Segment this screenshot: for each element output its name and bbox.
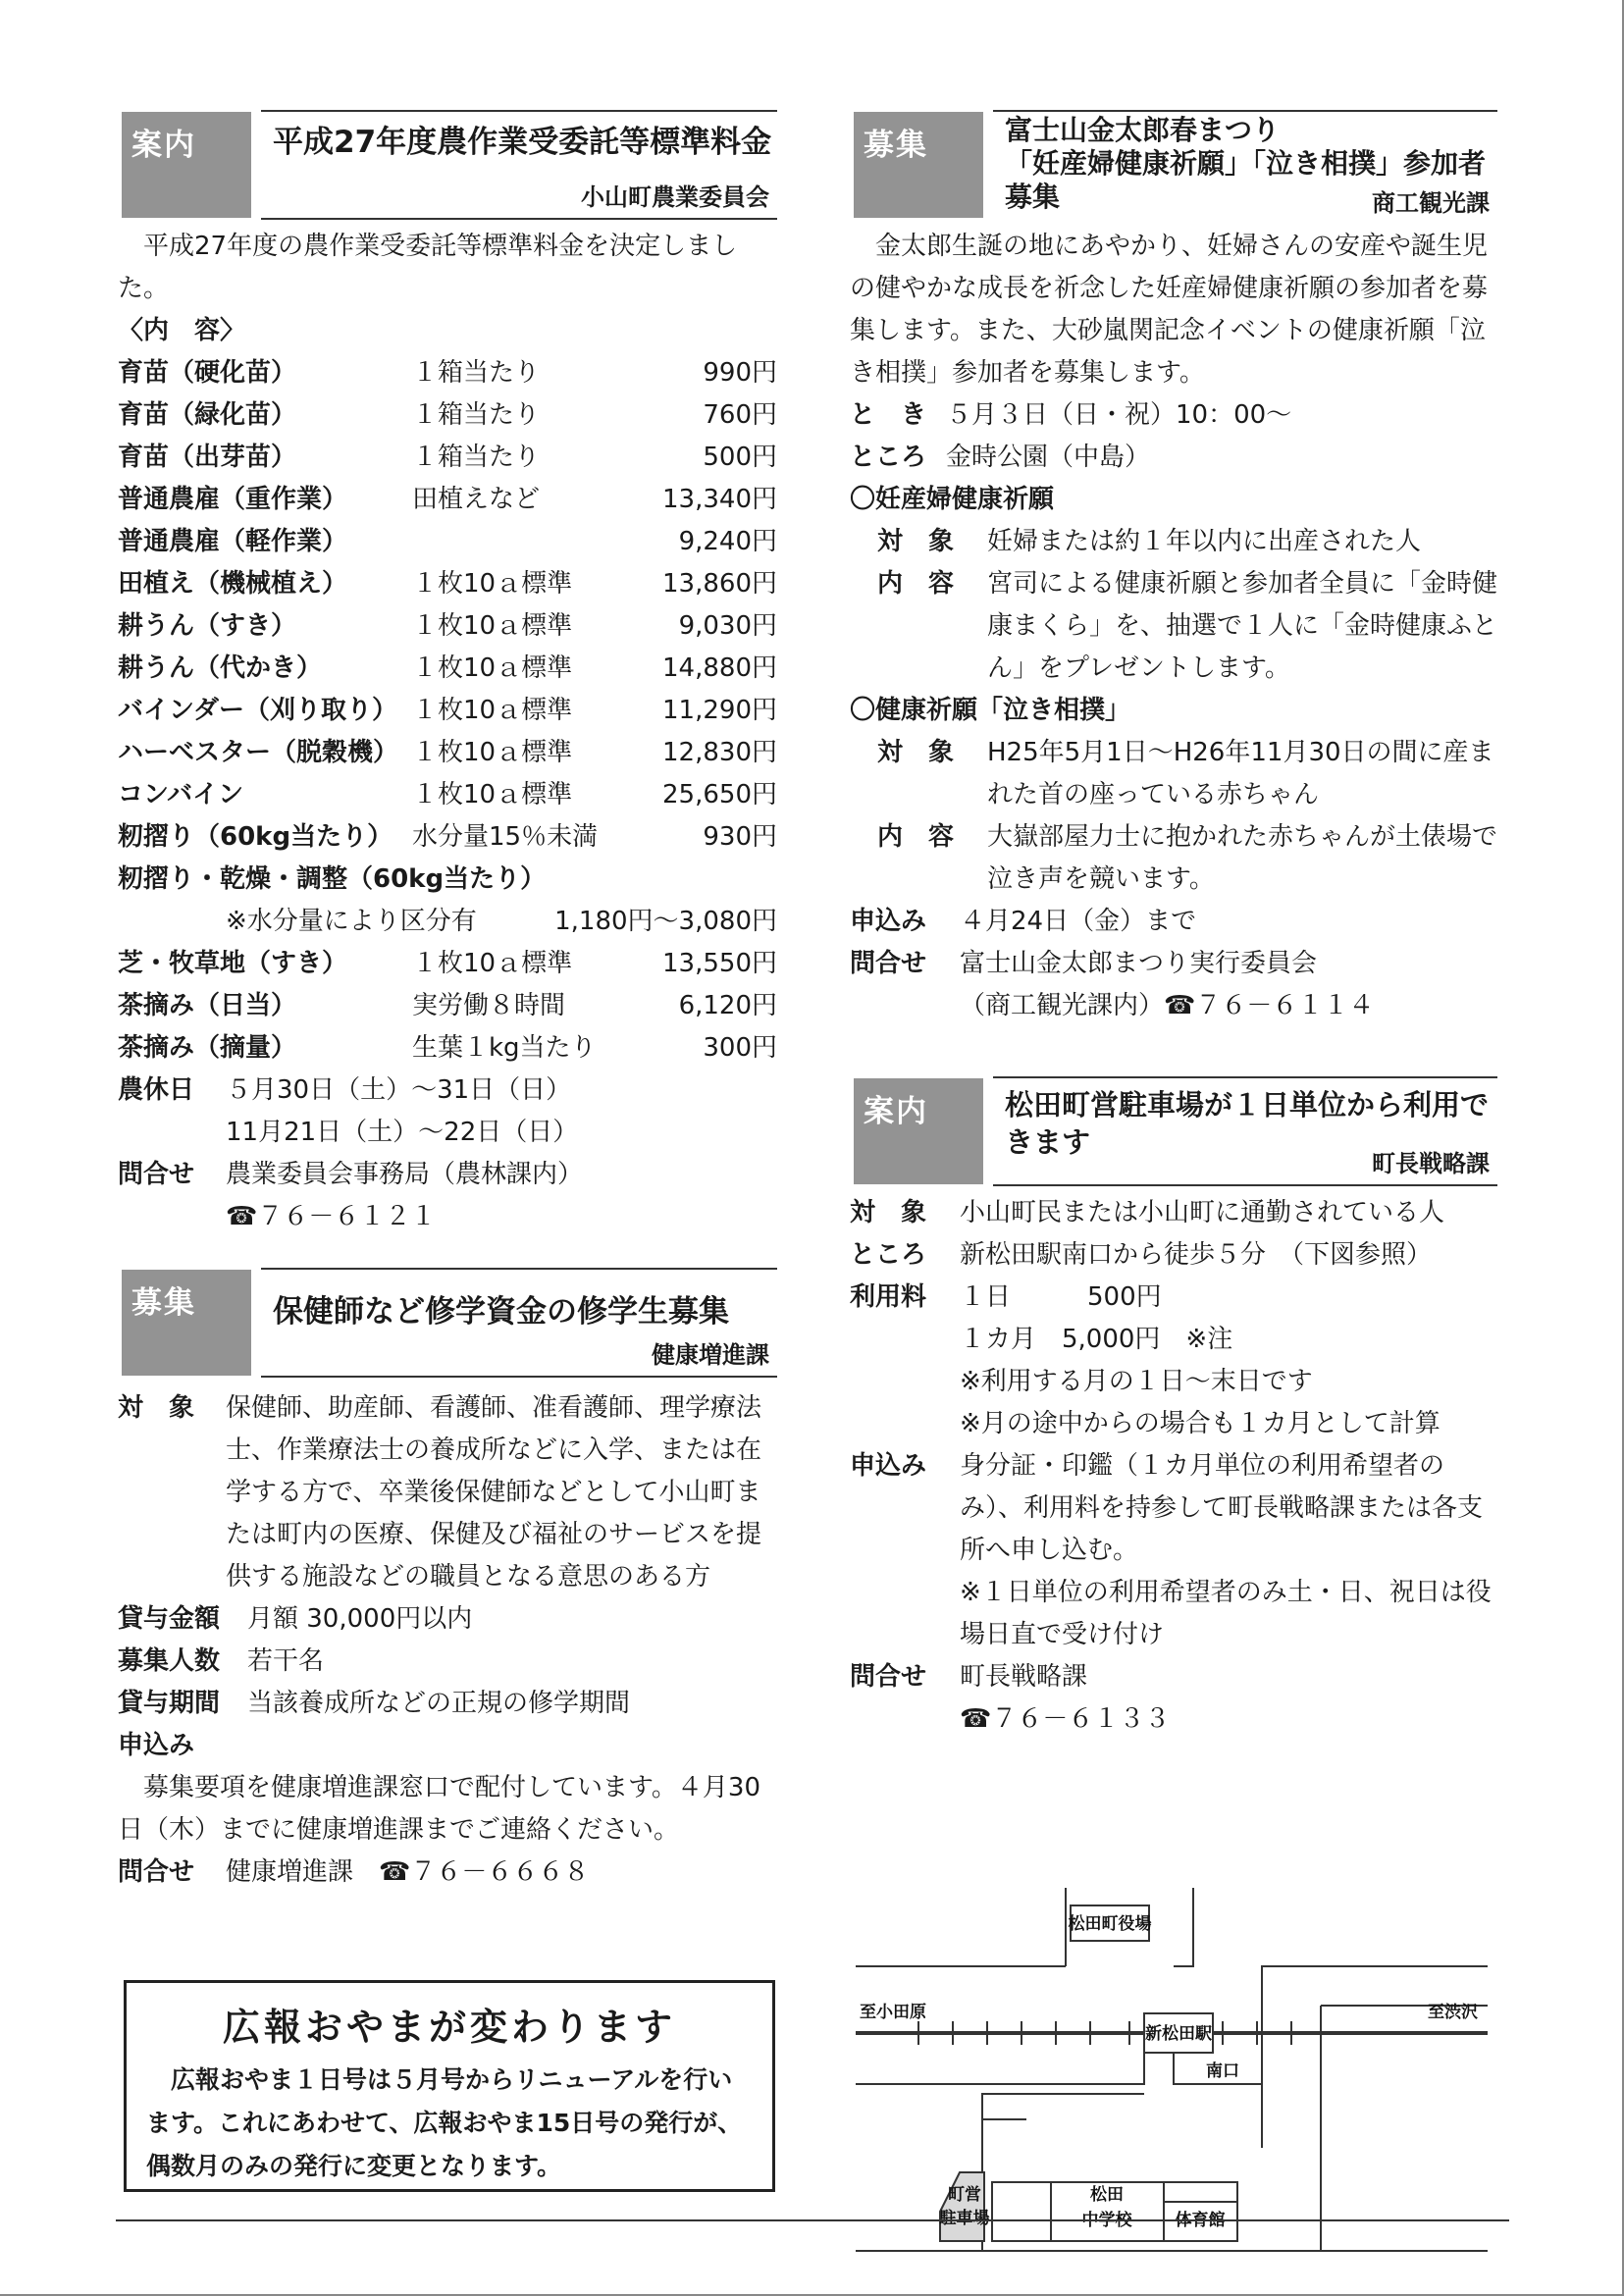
parking-header (850, 1076, 1497, 1186)
target-text: H25年5月1日～H26年11月30日の間に産まれた首の座っている赤ちゃん (987, 738, 1494, 809)
parking-section (850, 1076, 1497, 1741)
fee-item: 芝・牧草地（すき） (118, 949, 348, 978)
target-label: 対 象 (850, 1198, 927, 1227)
to-shibusawa-label: 至渋沢 (1428, 2003, 1478, 2022)
fee-unit: １枚10ａ標準 (412, 738, 573, 767)
holiday-2: 11月21日（土）～22日（日） (226, 1118, 579, 1147)
gym-label: 体育館 (1175, 2211, 1226, 2230)
fee-unit: 生葉１kg当たり (412, 1033, 597, 1063)
fee-price: 12,830円 (662, 738, 777, 767)
where-text: 金時公園（中島） (946, 443, 1151, 472)
parking-label: 町営 (948, 2185, 981, 2205)
south-exit-label: 南口 (1206, 2061, 1239, 2081)
town-office-label: 松田町役場 (1068, 1914, 1152, 1934)
fee-daily: １日 500円 (960, 1282, 1162, 1312)
fee-row (118, 648, 777, 690)
fee-item: 耕うん（代かき） (118, 653, 323, 683)
fee-price: 13,340円 (662, 485, 777, 514)
fee-price: 9,030円 (678, 611, 777, 641)
contact-label: 問合せ (850, 949, 927, 978)
target-text: 保健師、助産師、看護師、准看護師、理学療法士、作業療法士の養成所などに入学、または在学する方で、卒業後保健師などとして小山町または町内の医療、保健及び福祉のサービスを提供する施設などの職員となる意思のある方 (226, 1393, 762, 1592)
fee-price: 13,860円 (662, 569, 777, 599)
fee-price: 14,880円 (662, 653, 777, 683)
fee-unit: １枚10ａ標準 (412, 653, 573, 683)
fee-item: 育苗（緑化苗） (118, 400, 297, 430)
fee-unit: １箱当たり (412, 443, 541, 472)
section-tag: 案内 (854, 1078, 983, 1184)
subsection-title: 〇妊産婦健康祈願 (850, 485, 1055, 514)
to-odawara-label: 至小田原 (860, 2003, 926, 2022)
fee-item: バインダー（刈り取り） (118, 696, 397, 725)
section-dept: 町長戦略課 (1372, 1150, 1490, 1177)
fee-label: 利用料 (850, 1282, 927, 1312)
apply-label: 申込み (850, 907, 927, 936)
section-dept: 小山町農業委員会 (581, 183, 769, 211)
fee-item: 田植え（機械植え） (118, 569, 348, 599)
fee-item: 普通農雇（重作業） (118, 485, 348, 514)
contact-text: 富士山金太郎まつり実行委員会 (960, 949, 1318, 978)
target-text: 妊婦または約１年以内に出産された人 (987, 527, 1422, 556)
phone-number: ☎７６－６１３３ (960, 1704, 1171, 1734)
fee-row (118, 1027, 777, 1070)
header-rule (261, 218, 777, 220)
phone-number: ☎７６－６１２１ (226, 1202, 437, 1231)
school-label: 中学校 (1081, 2211, 1132, 2230)
fee-intro: 平成27年度の農作業受委託等標準料金を決定しました。 (118, 232, 738, 303)
fee-table (118, 352, 777, 859)
target-text: 小山町民または小山町に通勤されている人 (960, 1198, 1445, 1227)
fee-unit: １枚10ａ標準 (412, 696, 573, 725)
road-lines (856, 1888, 1488, 2015)
fee-unit: １箱当たり (412, 358, 541, 388)
contact-label: 問合せ (118, 1160, 195, 1189)
fee-section (118, 110, 777, 1238)
section-title: 保健師など修学資金の修学生募集 (273, 1294, 729, 1330)
left-column (118, 110, 777, 1887)
fee-item: 育苗（出芽苗） (118, 443, 297, 472)
content-text: 大嶽部屋力士に抱かれた赤ちゃんが土俵場で泣き声を競います。 (987, 822, 1498, 894)
station-label: 新松田駅 (1145, 2024, 1212, 2044)
notice-box (124, 1980, 775, 2192)
fee-item: 籾摺り（60kg当たり） (118, 822, 393, 852)
holiday-1: ５月30日（土）～31日（日） (226, 1075, 572, 1105)
fee-price: 13,550円 (662, 949, 777, 978)
fee-row (118, 563, 777, 605)
header-rule (993, 1184, 1497, 1186)
fee-row (118, 943, 777, 985)
fee-item: 茶摘み（日当） (118, 991, 297, 1020)
section-tag: 案内 (122, 112, 251, 218)
fee-price: 930円 (703, 822, 777, 852)
fee-unit: １枚10ａ標準 (412, 611, 573, 641)
header-rule (261, 1268, 777, 1270)
festival-section (850, 110, 1497, 1027)
fee-price: 300円 (703, 1033, 777, 1063)
section-tag: 募集 (122, 1270, 251, 1376)
fee-row (118, 690, 777, 732)
count-text: 若干名 (247, 1646, 325, 1676)
amount-label: 貸与金額 (118, 1604, 221, 1634)
target-label: 対 象 (877, 738, 955, 767)
school-label: 松田 (1090, 2185, 1124, 2205)
where-text: 新松田駅南口から徒歩５分 （下図参照） (960, 1240, 1433, 1270)
contact-label: 問合せ (118, 1857, 195, 1887)
notice-body: 広報おやま１日号は５月号からリニューアルを行います。これにあわせて、広報おやま15日号の発行が、偶数月のみの発行に変更となります。 (146, 2065, 743, 2180)
fee-row (118, 521, 777, 563)
fee-price: 500円 (703, 443, 777, 472)
contact-text: 健康増進課 ☎７６－６６６８ (226, 1857, 590, 1887)
fee-note: ※利用する月の１日～末日です (960, 1367, 1313, 1396)
fee-note: ※水分量により区分有 (226, 907, 477, 936)
fee-price: 1,180円～3,080円 (554, 907, 777, 936)
count-label: 募集人数 (118, 1646, 221, 1676)
contact-text: 農業委員会事務局（農林課内） (226, 1160, 584, 1189)
contact-label: 問合せ (850, 1662, 927, 1692)
title-line-2: 「妊産婦健康祈願」「泣き相撲」参加者募集 (1005, 147, 1487, 213)
fee-row (118, 985, 777, 1027)
fee-unit: 田植えなど (412, 485, 541, 514)
right-column (850, 110, 1498, 2230)
fee-monthly: １カ月 5,000円 ※注 (960, 1325, 1233, 1354)
fee-price: 9,240円 (678, 527, 777, 556)
festival-header (850, 110, 1497, 220)
header-rule (993, 1076, 1497, 1078)
section-title: 平成27年度農作業受委託等標準料金 (273, 125, 772, 160)
scholarship-header (118, 1268, 777, 1378)
road-lines (1321, 2006, 1488, 2251)
fee-item: 耕うん（すき） (118, 611, 297, 641)
content-text: 宮司による健康祈願と参加者全員に「金時健康まくら」を、抽選で１人に「金時健康ふとん」をプレゼントします。 (987, 569, 1498, 683)
apply-label: 申込み (118, 1731, 195, 1760)
section-tag: 募集 (854, 112, 983, 218)
fee-row (118, 816, 777, 859)
fee-unit: 実労働８時間 (412, 991, 566, 1020)
footer-rule (116, 2219, 1509, 2221)
header-rule (261, 110, 777, 112)
fee-item: コンバイン (118, 780, 244, 809)
section-dept: 健康増進課 (652, 1341, 769, 1369)
where-label: ところ (850, 1240, 927, 1270)
fee-price: 990円 (703, 358, 777, 388)
amount-text: 月額 30,000円以内 (247, 1604, 473, 1634)
header-rule (993, 110, 1497, 112)
subsection-title: 〇健康祈願「泣き相撲」 (850, 696, 1131, 725)
scholarship-section (118, 1268, 777, 1894)
holiday-label: 農休日 (118, 1075, 195, 1105)
fee-unit: １箱当たり (412, 400, 541, 430)
fee-unit (412, 521, 628, 563)
header-rule (261, 1376, 777, 1378)
content-label: 内 容 (877, 569, 955, 599)
fee-row (118, 352, 777, 394)
apply-text: ４月24日（金）まで (960, 907, 1197, 936)
parking-lot-shape (940, 2172, 984, 2241)
period-text: 当該養成所などの正規の修学期間 (247, 1689, 631, 1718)
fee-note: ※月の途中からの場合も１カ月として計算 (960, 1409, 1441, 1438)
fee-row (118, 605, 777, 648)
fee-item: 茶摘み（摘量） (118, 1033, 297, 1063)
fee-unit: １枚10ａ標準 (412, 949, 573, 978)
fee-unit: １枚10ａ標準 (412, 780, 573, 809)
section-title: 松田町営駐車場が１日単位から利用できます (1005, 1088, 1490, 1159)
fee-item: ハーベスター（脱穀機） (118, 738, 399, 767)
where-label: ところ (850, 443, 927, 472)
fee-item: 育苗（硬化苗） (118, 358, 297, 388)
section-dept: 商工観光課 (1372, 189, 1490, 217)
period-label: 貸与期間 (118, 1689, 221, 1718)
fee-price: 11,290円 (662, 696, 777, 725)
apply-text: 募集要項を健康増進課窓口で配付しています。４月30日（木）までに健康増進課までご連絡ください。 (118, 1773, 761, 1845)
contents-label: 〈内 容〉 (118, 316, 246, 345)
festival-intro: 金太郎生誕の地にあやかり、妊婦さんの安産や誕生児の健やかな成長を祈念した妊産婦健康祈願の参加者を募集します。また、大砂嵐関記念イベントの健康祈願「泣き相撲」参加者を募集します。 (850, 232, 1489, 388)
fee-row (118, 774, 777, 816)
parking-label: 駐車場 (939, 2209, 990, 2228)
phone-number: （商工観光課内）☎７６－６１１４ (960, 991, 1375, 1020)
target-label: 対 象 (877, 527, 955, 556)
fee-table-2 (118, 943, 777, 1070)
title-line-1: 富士山金太郎春まつり (1005, 114, 1281, 146)
when-text: ５月３日（日・祝）10：00～ (946, 400, 1292, 430)
fee-row (118, 732, 777, 774)
fee-item: 普通農雇（軽作業） (118, 527, 348, 556)
fee-unit: １枚10ａ標準 (412, 569, 573, 599)
fee-price: 6,120円 (678, 991, 777, 1020)
apply-note: ※１日単位の利用希望者のみ土・日、祝日は役場日直で受け付け (960, 1578, 1492, 1649)
fee-unit: 水分量15％未満 (412, 822, 599, 852)
fee-price: 25,650円 (662, 780, 777, 809)
notice-title: 広報おやまが変わります (222, 2006, 676, 2049)
fee-row (118, 394, 777, 437)
apply-label: 申込み (850, 1451, 927, 1481)
fee-section-header (118, 110, 777, 220)
fee-price: 760円 (703, 400, 777, 430)
location-map (850, 1888, 1497, 2270)
fee-row (118, 437, 777, 479)
target-label: 対 象 (118, 1393, 195, 1423)
content-label: 内 容 (877, 822, 955, 852)
apply-text: 身分証・印鑑（１カ月単位の利用希望者のみ）、利用料を持参して町長戦略課または各支所へ申し込む。 (960, 1451, 1484, 1565)
contact-text: 町長戦略課 (960, 1662, 1088, 1692)
fee-row (118, 479, 777, 521)
when-label: と き (850, 400, 927, 430)
fee-item: 籾摺り・乾燥・調整（60kg当たり） (118, 864, 547, 894)
